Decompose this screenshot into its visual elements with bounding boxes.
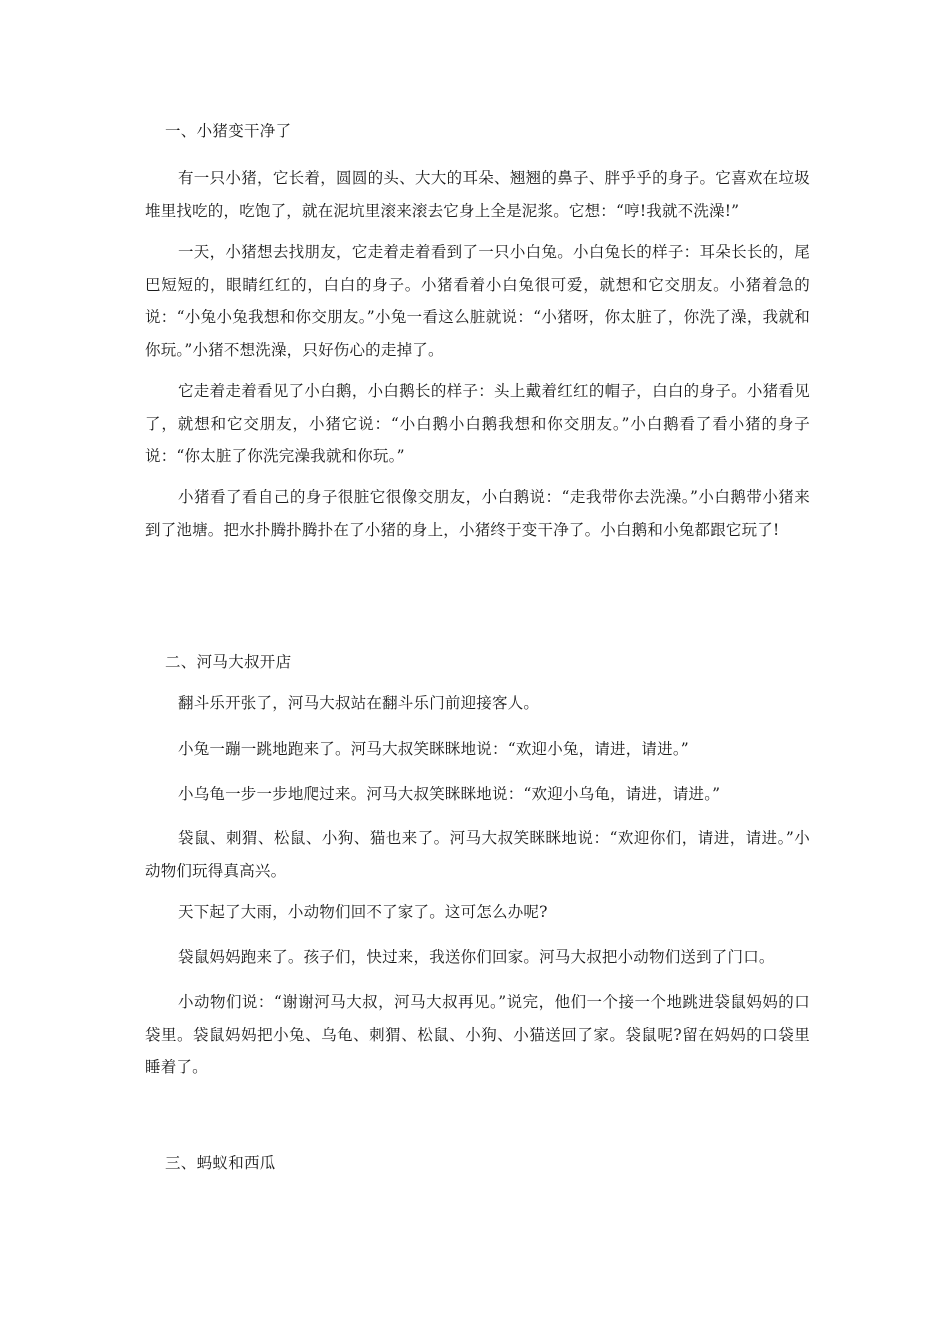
- paragraph: 袋鼠妈妈跑来了。孩子们，快过来，我送你们回家。河马大叔把小动物们送到了门口。: [178, 948, 775, 966]
- paragraph: 小动物们说：“谢谢河马大叔，河马大叔再见。”说完，他们一个接一个地跳进袋鼠妈妈的口袋里。袋鼠妈妈把小兔、乌龟、刺猬、松鼠、小狗、小猫送回了家。袋鼠呢?留在妈妈的口袋里睡着了。: [145, 993, 810, 1076]
- paragraph: 小乌龟一步一步地爬过来。河马大叔笑眯眯地说：“欢迎小乌龟，请进，请进。”: [178, 785, 721, 803]
- paragraph: 天下起了大雨，小动物们回不了家了。这可怎么办呢?: [178, 903, 548, 921]
- paragraph: 袋鼠、刺猬、松鼠、小狗、猫也来了。河马大叔笑眯眯地说：“欢迎你们，请进，请进。”小动物们玩得真高兴。: [145, 829, 810, 880]
- paragraph: 它走着走着看见了小白鹅，小白鹅长的样子：头上戴着红红的帽子，白白的身子。小猪看见了，就想和它交朋友，小猪它说：“小白鹅小白鹅我想和你交朋友。”小白鹅看了看小猪的身子说：“你太脏了你洗完澡我就和你玩。”: [145, 382, 810, 465]
- paragraph: 有一只小猪，它长着，圆圆的头、大大的耳朵、翘翘的鼻子、胖乎乎的身子。它喜欢在垃圾堆里找吃的，吃饱了，就在泥坑里滚来滚去它身上全是泥浆。它想：“哼!我就不洗澡!”: [145, 169, 810, 220]
- paragraph: 翻斗乐开张了，河马大叔站在翻斗乐门前迎接客人。: [178, 694, 540, 712]
- section-heading: 三、蚂蚁和西瓜: [165, 1154, 276, 1172]
- section-heading: 一、小猪变干净了: [165, 122, 292, 140]
- paragraph: 小兔一蹦一跳地跑来了。河马大叔笑眯眯地说：“欢迎小兔，请进，请进。”: [178, 740, 689, 758]
- section-heading: 二、河马大叔开店: [165, 653, 292, 671]
- paragraph: 一天，小猪想去找朋友，它走着走着看到了一只小白兔。小白兔长的样子：耳朵长长的，尾巴短短的，眼睛红红的，白白的身子。小猪看着小白兔很可爱，就想和它交朋友。小猪着急的说：“小兔小兔我想和你交朋友。”小兔一看这么脏就说：“小猪呀，你太脏了，你洗了澡，我就和你玩。”小猪不想洗澡，只好伤心的走掉了。: [145, 243, 810, 359]
- paragraph: 小猪看了看自己的身子很脏它很像交朋友，小白鹅说：“走我带你去洗澡。”小白鹅带小猪来到了池塘。把水扑腾扑腾扑在了小猪的身上，小猪终于变干净了。小白鹅和小兔都跟它玩了!: [145, 488, 810, 539]
